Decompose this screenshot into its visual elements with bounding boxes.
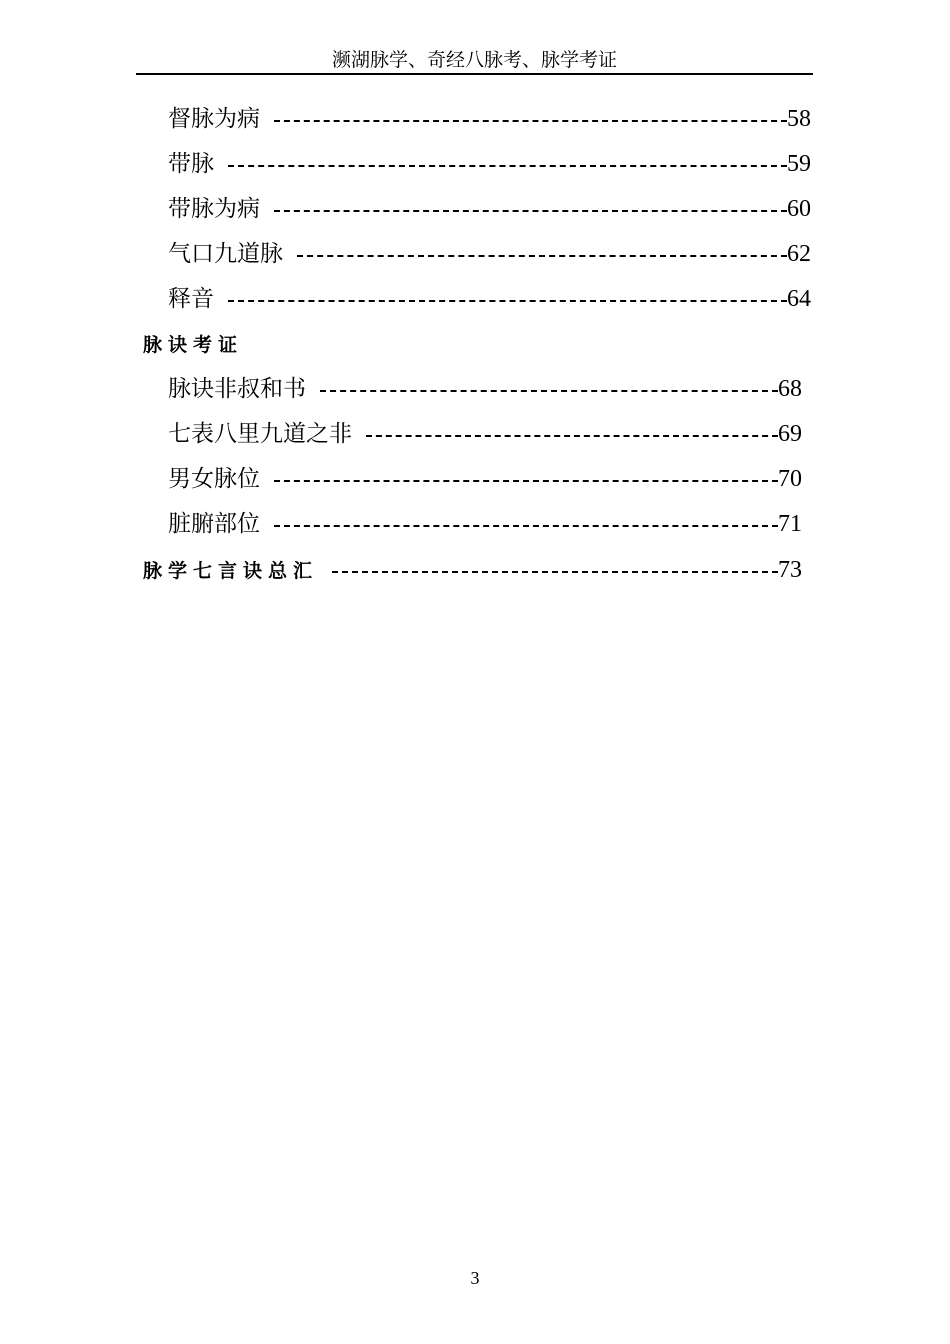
toc-leader [366,435,778,437]
toc-entry[interactable] [168,374,802,404]
toc-entry-title: 男女脉位 [168,466,260,492]
toc-entry-page: 68 [778,376,802,402]
toc-entry-title: 脏腑部位 [168,511,260,537]
toc-entry[interactable] [168,464,802,494]
toc-entry-page: 62 [787,241,811,267]
toc-entry[interactable] [168,284,811,314]
running-header: 濒湖脉学、奇经八脉考、脉学考证 [331,49,617,71]
table-of-contents [0,0,950,600]
toc-entry-title: 脉诀非叔和书 [168,376,306,402]
toc-section-title: 脉学七言诀总汇 [143,560,319,582]
toc-leader [332,571,778,573]
toc-entry-page: 58 [787,106,811,132]
toc-entry-title: 带脉为病 [168,196,260,222]
toc-leader [320,390,778,392]
toc-entry-page: 69 [778,421,802,447]
toc-entry-page: 73 [778,557,802,583]
toc-leader [228,165,787,167]
toc-entry[interactable] [168,239,811,269]
toc-leader [228,300,787,302]
toc-entry-page: 71 [778,511,802,537]
toc-entry-page: 64 [787,286,811,312]
toc-leader [274,120,787,122]
toc-section-heading[interactable] [143,330,443,360]
toc-entry-page: 59 [787,151,811,177]
toc-entry-title: 释音 [168,286,214,312]
toc-entry[interactable] [168,149,811,179]
toc-entry-title: 气口九道脉 [168,241,283,267]
toc-leader [297,255,787,257]
toc-leader [274,480,778,482]
toc-entry-page: 60 [787,196,811,222]
toc-entry[interactable] [168,419,802,449]
toc-entry[interactable] [168,194,811,224]
toc-entry-title: 带脉 [168,151,214,177]
toc-leader [274,210,787,212]
toc-entry-title: 七表八里九道之非 [168,421,352,447]
toc-leader [274,525,778,527]
toc-entry[interactable] [168,509,802,539]
toc-entry[interactable] [168,104,811,134]
toc-entry-title: 督脉为病 [168,106,260,132]
toc-entry-page: 70 [778,466,802,492]
page-number: 3 [470,1268,480,1288]
toc-section-title: 脉诀考证 [143,334,244,356]
toc-section-entry[interactable] [143,555,802,585]
